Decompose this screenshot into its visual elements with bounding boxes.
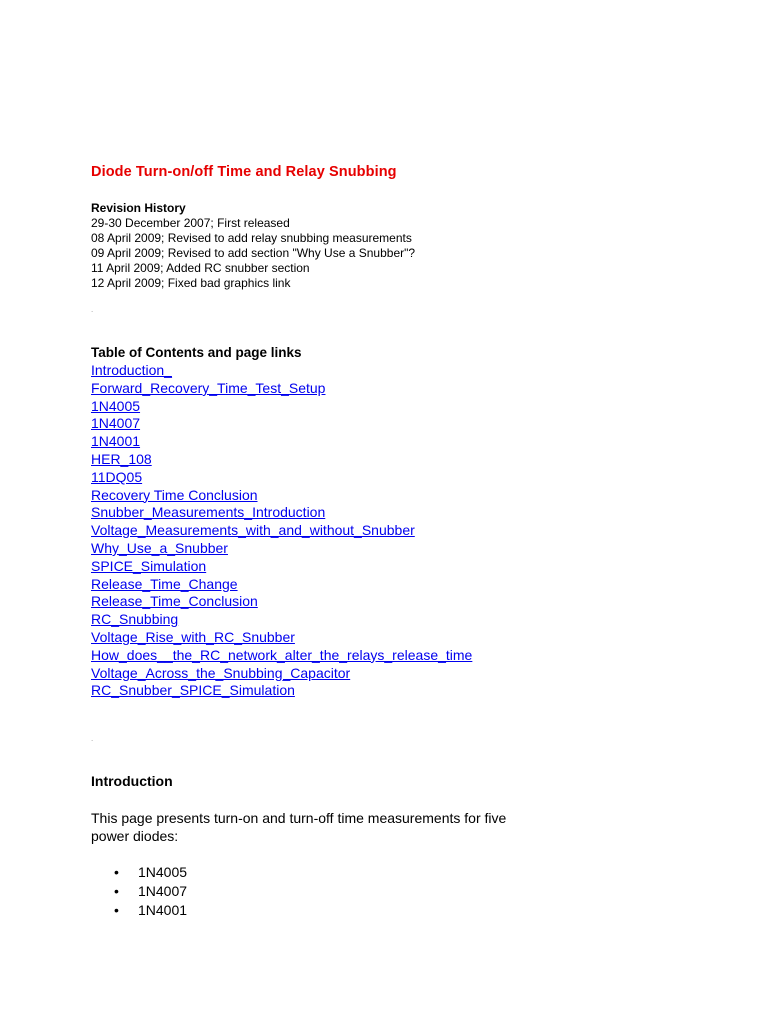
diode-name: 1N4007 [138, 883, 188, 899]
toc-item [91, 433, 501, 451]
bullet-icon: • [114, 864, 119, 880]
list-item [114, 901, 187, 920]
toc-item [91, 629, 501, 647]
toc-item [91, 398, 501, 416]
revision-entry: 12 April 2009; Fixed bad graphics link [91, 276, 291, 290]
diode-name: 1N4001 [138, 902, 188, 918]
toc-link-1n4001[interactable]: 1N4001 [91, 433, 141, 450]
toc-item [91, 451, 501, 469]
toc-item [91, 540, 501, 558]
toc-item [91, 593, 501, 611]
toc-item [91, 362, 501, 380]
introduction-heading: Introduction [91, 773, 173, 789]
toc-link-1n4007[interactable]: 1N4007 [91, 415, 141, 432]
bullet-icon: • [114, 902, 119, 918]
toc-item [91, 487, 501, 505]
toc-item [91, 380, 501, 398]
introduction-paragraph: This page presents turn-on and turn-off time measurements for five power diodes: [91, 810, 507, 844]
diode-name: 1N4005 [138, 864, 188, 880]
revision-entry: 11 April 2009; Added RC snubber section [91, 261, 310, 275]
toc-link-recovery-time-conclusion[interactable]: Recovery Time Conclusion [91, 486, 258, 503]
separator-dot: . [91, 305, 94, 314]
toc-heading: Table of Contents and page links [91, 345, 302, 360]
revision-history-heading: Revision History [91, 201, 186, 215]
bullet-icon: • [114, 883, 119, 899]
toc-item [91, 682, 501, 700]
toc-link-why-use-snubber[interactable]: Why_Use_a_Snubber [91, 539, 228, 556]
revision-entry: 09 April 2009; Revised to add section "Why Use a Snubber"? [91, 246, 416, 260]
revision-entry: 29-30 December 2007; First released [91, 216, 290, 230]
toc-link-voltage-rise-rc-snubber[interactable]: Voltage_Rise_with_RC_Snubber [91, 628, 295, 645]
toc-list [91, 362, 501, 700]
toc-link-rc-network-release-time[interactable]: How_does__the_RC_network_alter_the_relays_release_time [91, 646, 473, 663]
toc-link-introduction[interactable]: Introduction_ [91, 362, 172, 378]
toc-link-forward-recovery-setup[interactable]: Forward_Recovery_Time_Test_Setup [91, 379, 326, 396]
toc-item [91, 522, 501, 540]
revision-entry: 08 April 2009; Revised to add relay snubbing measurements [91, 231, 412, 245]
toc-item [91, 415, 501, 433]
toc-link-1n4005[interactable]: 1N4005 [91, 397, 141, 414]
document-title: Diode Turn-on/off Time and Relay Snubbing [91, 164, 397, 180]
toc-item [91, 469, 501, 487]
list-item [114, 882, 187, 901]
toc-item [91, 504, 501, 522]
toc-item [91, 665, 501, 683]
list-item [114, 863, 187, 882]
toc-link-voltage-measurements[interactable]: Voltage_Measurements_with_and_without_Snubber [91, 522, 415, 539]
toc-link-rc-snubber-spice[interactable]: RC_Snubber_SPICE_Simulation [91, 682, 295, 699]
toc-link-her-108[interactable]: HER_108 [91, 450, 152, 467]
toc-link-voltage-across-capacitor[interactable]: Voltage_Across_the_Snubbing_Capacitor [91, 664, 351, 681]
separator-dot: . [91, 734, 94, 743]
diode-list [114, 863, 187, 920]
toc-link-11dq05[interactable]: 11DQ05 [91, 468, 143, 485]
toc-item [91, 611, 501, 629]
toc-link-snubber-measurements-intro[interactable]: Snubber_Measurements_Introduction [91, 504, 326, 521]
toc-link-spice-simulation[interactable]: SPICE_Simulation [91, 557, 207, 574]
toc-link-release-time-conclusion[interactable]: Release_Time_Conclusion [91, 593, 258, 610]
revision-history-list [91, 216, 415, 291]
toc-item [91, 647, 501, 665]
toc-item [91, 576, 501, 594]
toc-item [91, 558, 501, 576]
toc-link-rc-snubbing[interactable]: RC_Snubbing [91, 611, 179, 628]
toc-link-release-time-change[interactable]: Release_Time_Change [91, 575, 238, 592]
